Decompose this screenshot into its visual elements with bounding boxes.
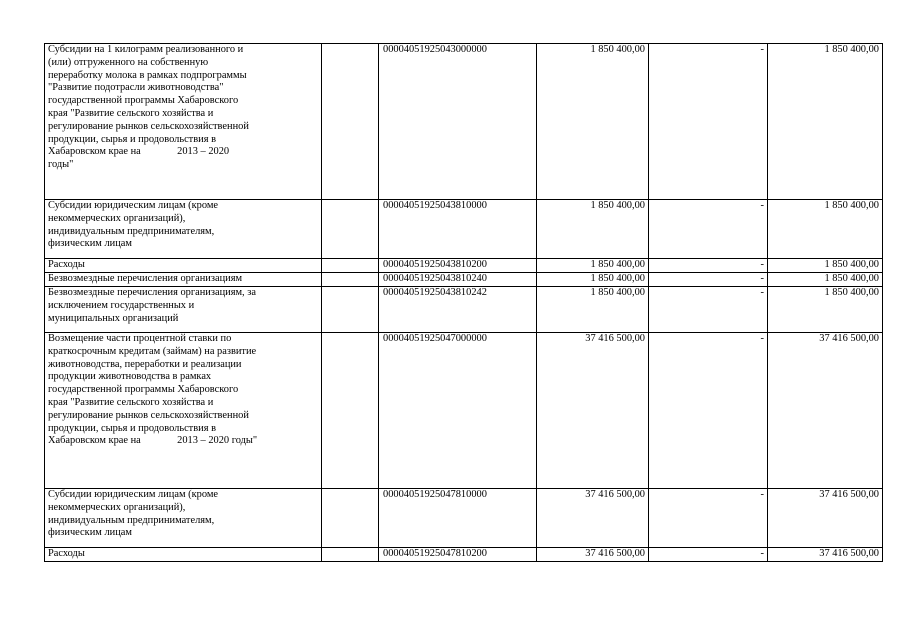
row-total-cell: 1 850 400,00 bbox=[768, 259, 883, 273]
row-total-cell: 37 416 500,00 bbox=[768, 548, 883, 562]
row-code-cell: 00004051925043810000 bbox=[379, 200, 537, 259]
row-amount-cell: 1 850 400,00 bbox=[537, 287, 649, 333]
row-dash-cell: - bbox=[649, 287, 768, 333]
table-row bbox=[45, 287, 883, 333]
row-name-cell: Субсидии на 1 килограмм реализованного и (или) отгруженного на собственную переработку молока в рамках подпрограммы "Развитие подотрасли животноводства" государственной программы Хабаровского края "Развитие сельского хозяйства и регулирование рынков сельскохозяйственной продукции, сырья и продовольствия в Хабаровском крае на 2013 – 2020 годы" bbox=[45, 44, 322, 200]
empty-cell bbox=[322, 259, 379, 273]
table-row bbox=[45, 273, 883, 287]
row-code-cell: 00004051925043810242 bbox=[379, 287, 537, 333]
row-amount-cell: 1 850 400,00 bbox=[537, 200, 649, 259]
row-dash-cell: - bbox=[649, 548, 768, 562]
table-row bbox=[45, 259, 883, 273]
row-dash-cell: - bbox=[649, 259, 768, 273]
empty-cell bbox=[322, 287, 379, 333]
row-dash-cell: - bbox=[649, 44, 768, 200]
table-row bbox=[45, 333, 883, 489]
row-code-cell: 00004051925043000000 bbox=[379, 44, 537, 200]
row-total-cell: 1 850 400,00 bbox=[768, 273, 883, 287]
row-amount-cell: 37 416 500,00 bbox=[537, 333, 649, 489]
row-name-cell: Расходы bbox=[45, 548, 322, 562]
row-amount-cell: 37 416 500,00 bbox=[537, 489, 649, 548]
row-dash-cell: - bbox=[649, 489, 768, 548]
empty-cell bbox=[322, 548, 379, 562]
table-row bbox=[45, 200, 883, 259]
row-name-cell: Субсидии юридическим лицам (кроме некоммерческих организаций), индивидуальным предпринимателям, физическим лицам bbox=[45, 489, 322, 548]
row-name-cell: Возмещение части процентной ставки по краткосрочным кредитам (займам) на развитие животноводства, переработки и реализации продукции животноводства в рамках государственной программы Хабаровского края "Развитие сельского хозяйства и регулирование рынков сельскохозяйственной продукции, сырья и продовольствия в Хабаровском крае на 2013 – 2020 годы" bbox=[45, 333, 322, 489]
row-code-cell: 00004051925043810200 bbox=[379, 259, 537, 273]
row-amount-cell: 1 850 400,00 bbox=[537, 273, 649, 287]
empty-cell bbox=[322, 44, 379, 200]
row-code-cell: 00004051925047810000 bbox=[379, 489, 537, 548]
row-name-cell: Субсидии юридическим лицам (кроме некоммерческих организаций), индивидуальным предпринимателям, физическим лицам bbox=[45, 200, 322, 259]
row-name-cell: Безвозмездные перечисления организациям bbox=[45, 273, 322, 287]
row-total-cell: 1 850 400,00 bbox=[768, 44, 883, 200]
row-name-cell: Расходы bbox=[45, 259, 322, 273]
empty-cell bbox=[322, 200, 379, 259]
row-dash-cell: - bbox=[649, 273, 768, 287]
table-row bbox=[45, 44, 883, 200]
row-dash-cell: - bbox=[649, 200, 768, 259]
table-row bbox=[45, 548, 883, 562]
row-total-cell: 37 416 500,00 bbox=[768, 489, 883, 548]
row-total-cell: 1 850 400,00 bbox=[768, 200, 883, 259]
empty-cell bbox=[322, 273, 379, 287]
row-dash-cell: - bbox=[649, 333, 768, 489]
row-amount-cell: 1 850 400,00 bbox=[537, 259, 649, 273]
row-code-cell: 00004051925047000000 bbox=[379, 333, 537, 489]
table-row bbox=[45, 489, 883, 548]
empty-cell bbox=[322, 333, 379, 489]
row-total-cell: 1 850 400,00 bbox=[768, 287, 883, 333]
row-amount-cell: 37 416 500,00 bbox=[537, 548, 649, 562]
row-total-cell: 37 416 500,00 bbox=[768, 333, 883, 489]
budget-table bbox=[44, 43, 883, 562]
row-code-cell: 00004051925047810200 bbox=[379, 548, 537, 562]
row-code-cell: 00004051925043810240 bbox=[379, 273, 537, 287]
row-amount-cell: 1 850 400,00 bbox=[537, 44, 649, 200]
empty-cell bbox=[322, 489, 379, 548]
row-name-cell: Безвозмездные перечисления организациям, за исключением государственных и муниципальных организаций bbox=[45, 287, 322, 333]
